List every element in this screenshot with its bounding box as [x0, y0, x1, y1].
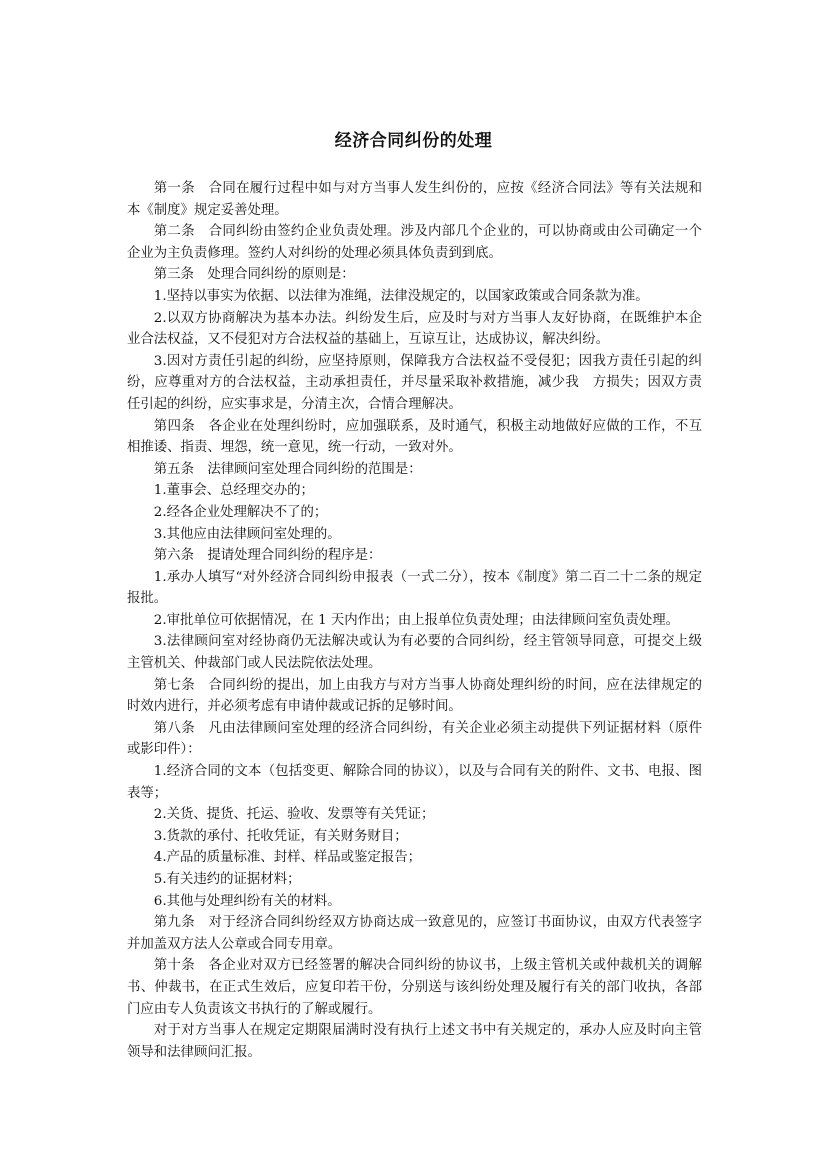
paragraph: 第三条 处理合同纠纷的原则是： — [153, 267, 355, 283]
paragraph: 1.坚持以事实为依据、以法律为准绳，法律没规定的，以国家政策或合同条款为准。 — [153, 288, 649, 304]
paragraph: 3.货款的承付、托收凭证，有关财务财目； — [153, 828, 408, 844]
paragraph: 3.其他应由法律顾问室处理的。 — [153, 526, 341, 542]
paragraph: 5.有关违约的证据材料； — [153, 872, 301, 887]
paragraph: 1.董事会、总经理交办的； — [153, 483, 314, 499]
document-body — [127, 178, 702, 1063]
paragraph: 2.审批单位可依据情况，在 1 天内作出；由上报单位负责处理；由法律顾问室负责处理。 — [153, 612, 680, 628]
paragraph: 1.经济合同的文本（包括变更、解除合同的协议），以及与合同有关的附件、文书、电报、图表等； — [127, 764, 702, 801]
document-title: 经济合同纠份的处理 — [334, 131, 493, 151]
paragraph: 第六条 提请处理合同纠纷的程序是： — [153, 548, 382, 564]
paragraph: 第八条 凡由法律顾问室处理的经济合同纠纷，有关企业必须主动提供下列证据材料（原件或影印件）： — [127, 720, 702, 758]
paragraph: 1.承办人填写“对外经济合同纠纷申报表（一式二分），按本《制度》第二百二十二条的规定报批。 — [127, 569, 702, 607]
paragraph: 第十条 各企业对双方已经签署的解决合同纠纷的协议书，上级主管机关或仲裁机关的调解书、仲裁书，在正式生效后，应复印若干份，分别送与该纠纷处理及履行有关的部门收执，各部门应由专人负责该文书执行的了解或履行。 — [127, 958, 702, 1017]
paragraph: 2.关货、提货、托运、验收、发票等有关凭证； — [153, 807, 435, 823]
paragraph: 第四条 各企业在处理纠纷时，应加强联系，及时通气，积极主动地做好应做的工作，不互相推诿、指责、埋怨，统一意见，统一行动，一致对外。 — [127, 418, 702, 456]
paragraph: 4.产品的质量标准、封样、样品或鉴定报告； — [153, 850, 421, 866]
paragraph: 2.以双方协商解决为基本办法。纠纷发生后，应及时与对方当事人友好协商，在既维护本企业合法权益，又不侵犯对方合法权益的基础上，互谅互让，达成协议，解决纠纷。 — [127, 310, 702, 348]
paragraph: 第七条 合同纠纷的提出，加上由我方与对方当事人协商处理纠纷的时间，应在法律规定的时效内进行，并必须考虑有申请仲裁或记拆的足够时间。 — [127, 677, 702, 715]
paragraph: 第一条 合同在履行过程中如与对方当事人发生纠份的，应按《经济合同法》等有关法规和本《制度》规定妥善处理。 — [127, 181, 702, 218]
paragraph: 对于对方当事人在规定定期限届满时没有执行上述文书中有关规定的，承办人应及时向主管领导和法律顾问汇报。 — [127, 1023, 702, 1060]
paragraph: 3.法律顾问室对经协商仍无法解决或认为有必要的合同纠纷，经主管领导同意，可提交上级主管机关、仲裁部门或人民法院依法处理。 — [127, 634, 702, 672]
paragraph: 3.因对方责任引起的纠纷，应坚持原则，保障我方合法权益不受侵犯；因我方责任引起的纠纷，应尊重对方的合法权益，主动承担责任，并尽量采取补救措施，减少我 方损失；因双方责任引起的纠纷，应实事求是，分清主次，合情合理解决。 — [127, 353, 702, 412]
paragraph: 6.其他与处理纠纷有关的材料。 — [153, 893, 341, 909]
paragraph: 第五条 法律顾问室处理合同纠纷的范围是： — [153, 461, 422, 477]
paragraph: 第二条 合同纠纷由签约企业负责处理。涉及内部几个企业的，可以协商或由公司确定一个企业为主负责修理。签约人对纠纷的处理必须具体负责到到底。 — [127, 224, 702, 261]
paragraph: 2.经各企业处理解决不了的； — [153, 504, 328, 520]
paragraph: 第九条 对于经济合同纠纷经双方协商达成一致意见的，应签订书面协议，由双方代表签字并加盖双方法人公章或合同专用章。 — [127, 915, 702, 952]
